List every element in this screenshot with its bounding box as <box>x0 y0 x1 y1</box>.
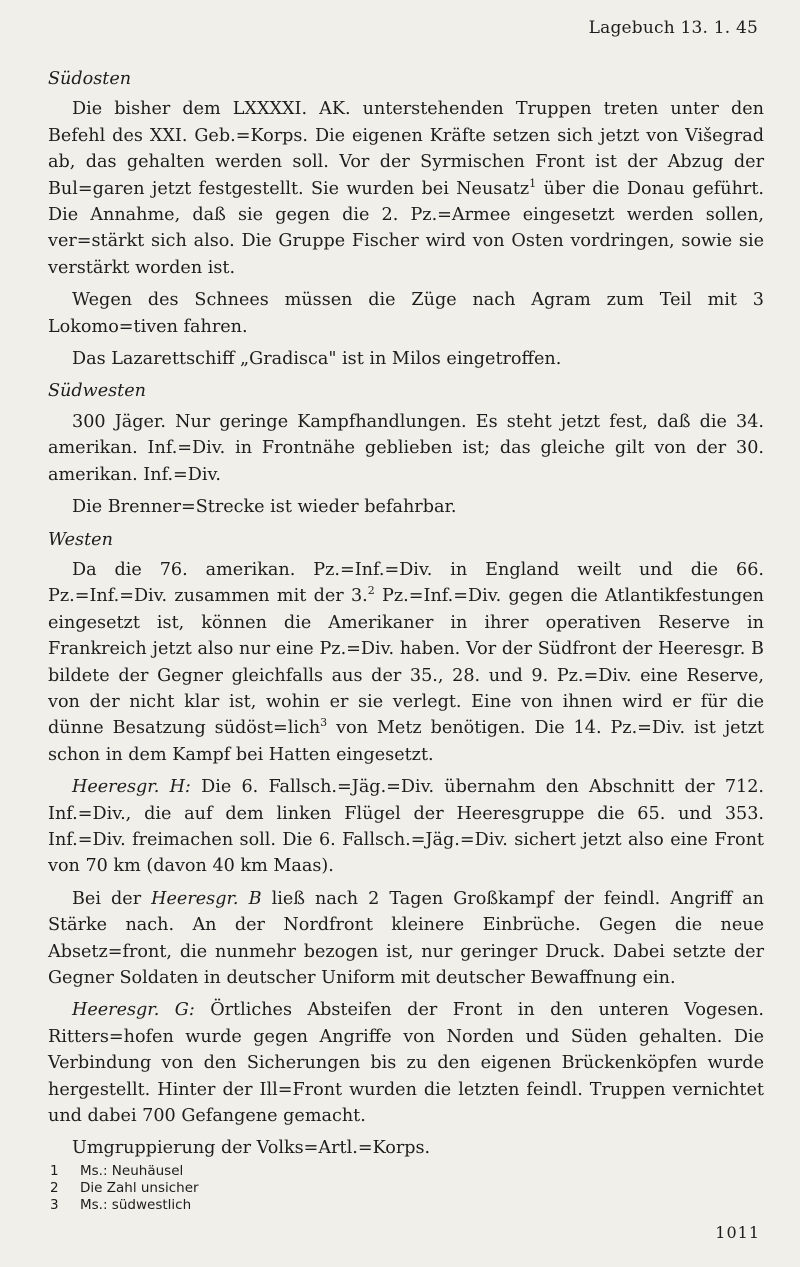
army-group-label: Heeresgr. B <box>151 888 262 909</box>
paragraph: 300 Jäger. Nur geringe Kampfhandlungen. Es steht jetzt fest, daß die 34. amerikan. Inf.=Div. in Frontnähe geblieben ist; das gleiche gilt von der 30. amerikan. Inf.=Div. <box>48 411 764 485</box>
army-group-label: Heeresgr. G: <box>72 1000 195 1021</box>
footnotes <box>50 1163 199 1214</box>
paragraph: Das Lazarettschiff „Gradisca" ist in Milos eingetroffen. <box>72 349 562 370</box>
paragraph: Heeresgr. H: Die 6. Fallsch.=Jäg.=Div. übernahm den Abschnitt der 712. Inf.=Div., die auf dem linken Flügel der Heeresgruppe die 65. und 353. Inf.=Div. freimachen soll. Die 6. Fallsch.=Jäg.=Div. sichert jetzt also eine Front von 70 km (davon 40 km Maas). <box>48 777 764 877</box>
footnote: 2 Die Zahl unsicher <box>50 1180 199 1196</box>
paragraph: Die Brenner=Strecke ist wieder befahrbar. <box>72 497 457 518</box>
footnote-ref: 2 <box>367 584 375 598</box>
paragraph: Die bisher dem LXXXXI. AK. unterstehenden Truppen treten unter den Befehl des XXI. Geb.=Korps. Die eigenen Kräfte setzen sich jetzt von Višegrad ab, das gehalten werden soll. Vor der Syrmischen Front ist der Abzug der Bul=garen jetzt festgestellt. Sie wurden bei Neusatz$^1$ über die Donau geführt. Die Annahme, daß sie gegen die 2. Pz.=Armee eingesetzt werden sollen, ver=stärkt sich also. Die Gruppe Fischer wird von Osten vordringen, sowie sie verstärkt worden ist. <box>48 99 764 278</box>
running-head: Lagebuch 13. 1. 45 <box>588 18 758 38</box>
footnote: 1 Ms.: Neuhäusel <box>50 1163 184 1179</box>
paragraph: Heeresgr. G: Örtliches Absteifen der Front in den unteren Vogesen. Ritters=hofen wurde gegen Angriffe von Norden und Süden gehalten. Die Verbindung von den Sicherungen bis zu den eigenen Brückenköpfen wurde hergestellt. Hinter der Ill=Front wurden die letzten feindl. Truppen vernichtet und dabei 700 Gefangene gemacht. <box>48 1000 764 1127</box>
army-group-label: Heeresgr. H: <box>72 777 191 798</box>
footnote-ref: 3 <box>320 716 328 730</box>
section-heading-suedosten: Südosten <box>48 69 132 89</box>
paragraph: Da die 76. amerikan. Pz.=Inf.=Div. in England weilt und die 66. Pz.=Inf.=Div. zusammen mit der 3.$^2$ Pz.=Inf.=Div. gegen die Atlantikfestungen eingesetzt ist, können die Amerikaner in ihrer operativen Reserve in Frankreich jetzt also nur eine Pz.=Div. haben. Vor der Südfront der Heeresgr. B bildete der Gegner gleichfalls aus der 35., 28. und 9. Pz.=Div. eine Reserve, von der nicht klar ist, wohin er sie verlegt. Eine von ihnen wird er für die dünne Besatzung südöst=lich$^3$ von Metz benötigen. Die 14. Pz.=Div. ist jetzt schon in dem Kampf bei Hatten eingesetzt. <box>48 559 764 765</box>
paragraph: Bei der Heeresgr. B ließ nach 2 Tagen Großkampf der feindl. Angriff an Stärke nach. An der Nordfront kleinere Einbrüche. Gegen die neue Absetz=front, die nunmehr bezogen ist, nur geringer Druck. Dabei setzte der Gegner Soldaten in deutscher Uniform mit deutscher Bewaffnung ein. <box>48 888 764 988</box>
section-heading-westen: Westen <box>48 529 113 550</box>
footnote-ref: 1 <box>529 176 537 190</box>
page-number: 1011 <box>715 1223 760 1242</box>
footnote: 3 Ms.: südwestlich <box>50 1197 192 1213</box>
paragraph: Umgruppierung der Volks=Artl.=Korps. <box>72 1138 431 1159</box>
paragraph: Wegen des Schnees müssen die Züge nach Agram zum Teil mit 3 Lokomo=tiven fahren. <box>48 290 764 337</box>
section-heading-suedwesten: Südwesten <box>48 381 146 402</box>
main-text <box>48 66 764 1168</box>
